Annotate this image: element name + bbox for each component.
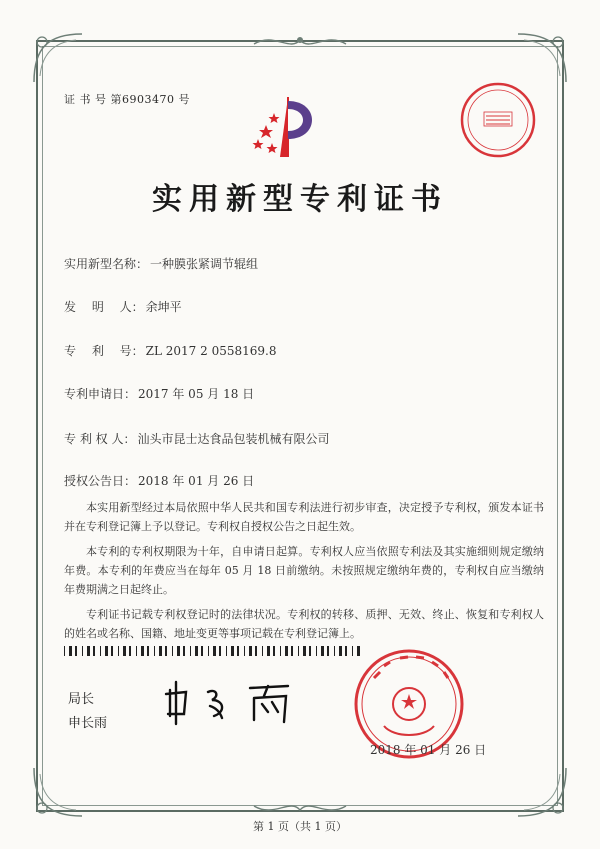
corner-ornament-icon	[28, 28, 88, 88]
corner-ornament-icon	[512, 28, 572, 88]
certificate-number: 证 书 号 第6903470 号	[64, 93, 190, 106]
field-application-date	[64, 385, 254, 402]
field-value: 汕头市昆士达食品包装机械有限公司	[137, 432, 330, 446]
field-utility-model-name	[64, 255, 258, 272]
official-seal-icon	[458, 80, 538, 160]
field-label: 授权公告日：	[64, 474, 137, 488]
seal-date: 2018 年 01 月 26 日	[370, 743, 487, 757]
field-label: 发 明 人：	[64, 300, 144, 314]
bottom-ornament-icon	[250, 800, 350, 820]
corner-ornament-icon	[28, 762, 88, 822]
paragraph-grant: 本实用新型经过本局依照中华人民共和国专利法进行初步审查，决定授予专利权，颁发本证书并在专利登记簿上予以登记。专利权自授权公告之日起生效。	[64, 501, 544, 533]
paragraph-term: 本专利的专利权期限为十年，自申请日起算。专利权人应当依照专利法及其实施细则规定缴纳年费。本专利的年费应当在每年 05 月 18 日前缴纳。未按照规定缴纳年费的，专利权自应当缴纳年费期满之日起终止。	[64, 545, 544, 596]
field-value: 2017 年 05 月 18 日	[138, 387, 255, 401]
top-ornament-icon	[250, 30, 350, 54]
field-grant-date	[64, 472, 254, 489]
certificate-title: 实用新型专利证书	[152, 182, 448, 217]
field-label: 专 利 权 人：	[64, 432, 136, 446]
field-patentee	[64, 430, 329, 447]
field-label: 专利申请日：	[64, 387, 137, 401]
barcode-icon	[64, 646, 364, 656]
body-text	[64, 498, 544, 643]
field-patent-number	[64, 342, 276, 359]
handwritten-signature	[164, 678, 304, 728]
field-value: ZL 2017 2 0558169.8	[145, 344, 277, 358]
paragraph-legal-status: 专利证书记载专利权登记时的法律状况。专利权的转移、质押、无效、终止、恢复和专利权人的姓名或名称、国籍、地址变更等事项记载在专利登记簿上。	[64, 608, 544, 640]
field-value: 一种膜张紧调节辊组	[150, 257, 259, 271]
corner-ornament-icon	[512, 762, 572, 822]
page-footer: 第 1 页（共 1 页）	[253, 820, 347, 833]
patent-office-logo-icon	[252, 95, 322, 159]
field-value: 2018 年 01 月 26 日	[138, 474, 255, 488]
field-inventor	[64, 298, 182, 315]
field-value: 余坤平	[145, 300, 182, 314]
signatory-role: 局长	[68, 691, 95, 706]
field-label: 专 利 号：	[64, 344, 144, 358]
signatory-name: 申长雨	[68, 715, 108, 730]
field-label: 实用新型名称：	[64, 257, 149, 271]
